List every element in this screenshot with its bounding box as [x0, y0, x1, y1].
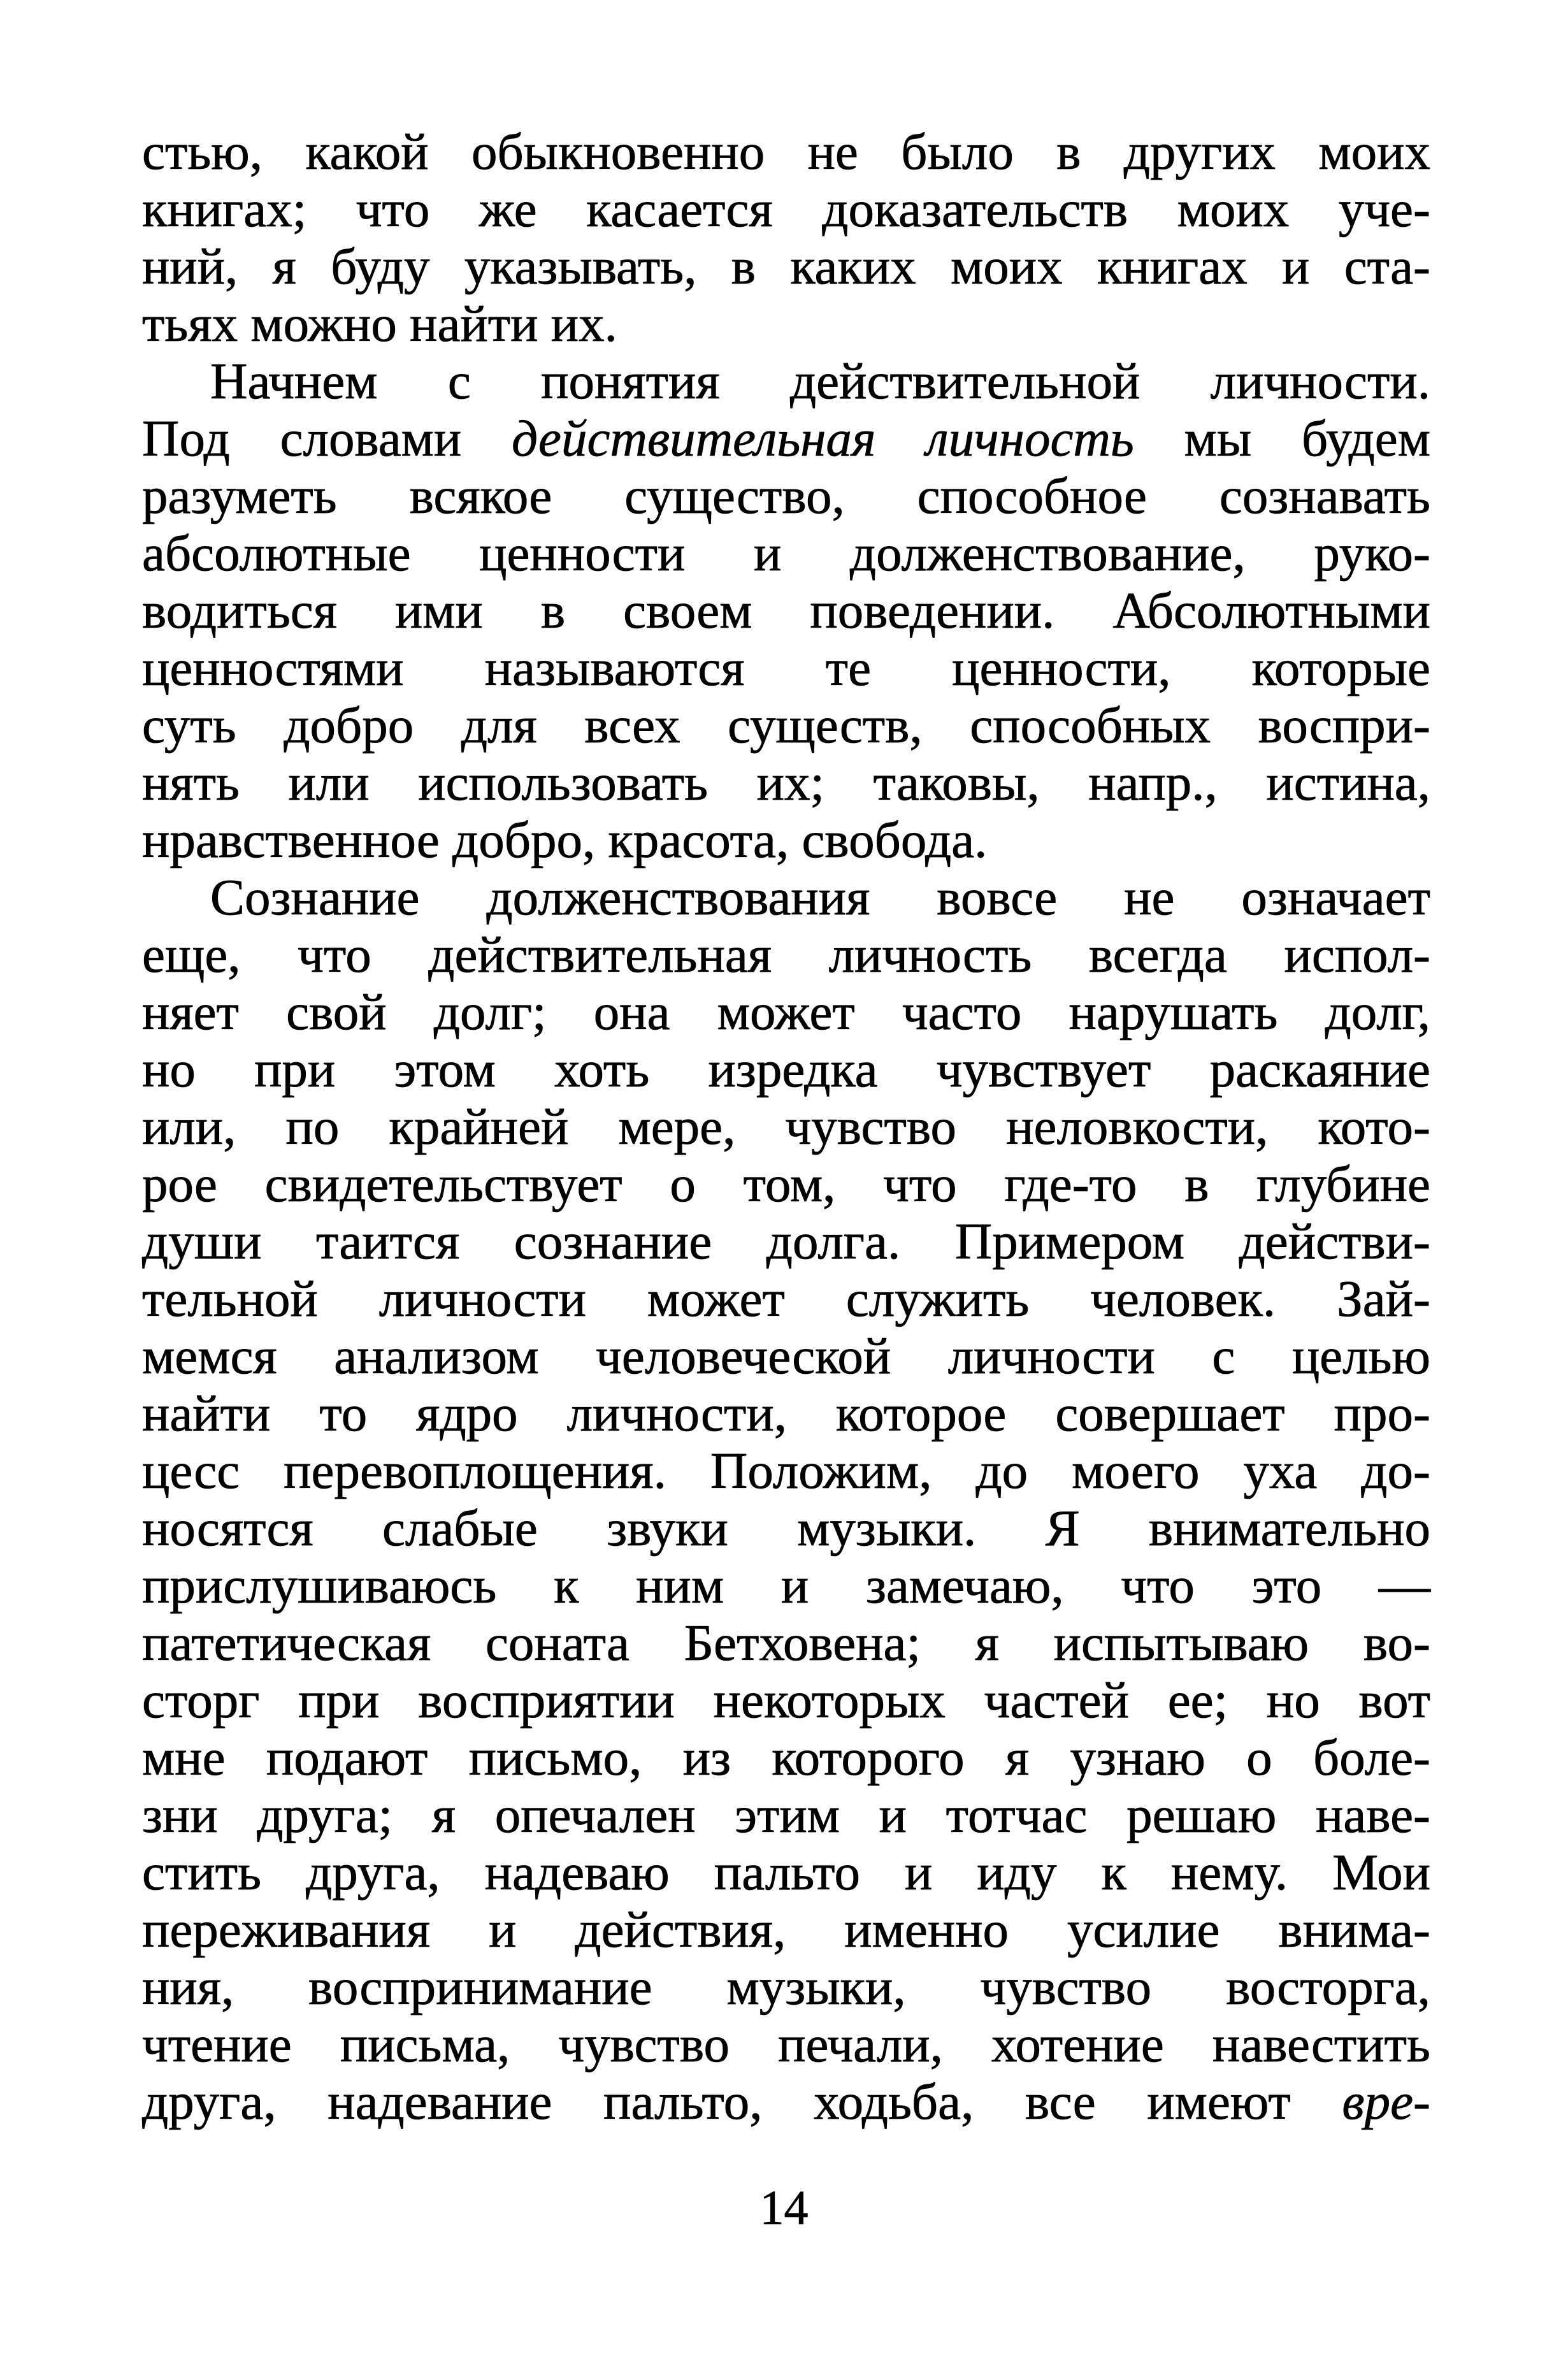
paragraph [142, 352, 1430, 869]
text-run: тьях можно найти их. [142, 295, 617, 352]
text-run: абсолютные ценности и долженствование, руко- [142, 524, 1430, 582]
text-line [142, 1901, 1430, 1958]
text-line [142, 238, 1430, 295]
text-line [142, 869, 1430, 926]
text-line [142, 754, 1430, 811]
text-run: сторг при восприятии некоторых частей ее; но вот [142, 1671, 1430, 1729]
text-run: но при этом хоть изредка чувствует раскаяние [142, 1041, 1430, 1098]
text-line [142, 1786, 1430, 1843]
text-line [142, 2016, 1430, 2073]
text-line [142, 524, 1430, 582]
text-line [142, 811, 1430, 869]
text-block [142, 123, 1430, 2130]
text-run: ния, воспринимание музыки, чувство восторга, [142, 1958, 1430, 2016]
text-run: зни друга; я опечален этим и тотчас решаю наве- [142, 1786, 1430, 1843]
text-run: ценностями называются те ценности, которые [142, 639, 1430, 696]
text-line [142, 467, 1430, 524]
text-run: прислушиваюсь к ним и замечаю, что это — [142, 1557, 1430, 1614]
text-line [142, 983, 1430, 1041]
text-line [142, 1729, 1430, 1786]
text-line [142, 1155, 1430, 1213]
paragraph [142, 869, 1430, 2130]
text-run: разуметь всякое существо, способное сознавать [142, 467, 1430, 524]
text-line [142, 639, 1430, 696]
text-run: друга, надевание пальто, ходьба, все имеют [142, 2073, 1342, 2130]
text-run: Начнем с понятия действительной личности. [210, 352, 1430, 410]
italic-text-run: действительная личность [512, 410, 1134, 467]
text-line [142, 295, 1430, 352]
page-number: 14 [759, 2181, 809, 2235]
text-run: стью, какой обыкновенно не было в других моих [142, 123, 1430, 180]
text-line [142, 1327, 1430, 1385]
text-line [142, 1499, 1430, 1557]
italic-text-run: вре- [1342, 2073, 1430, 2130]
text-run: стить друга, надеваю пальто и иду к нему. Мои [142, 1843, 1430, 1901]
text-line [142, 1098, 1430, 1155]
text-line [142, 696, 1430, 754]
text-run: цесс перевоплощения. Положим, до моего уха до- [142, 1442, 1430, 1499]
text-run: Под словами [142, 410, 512, 467]
text-line [142, 1442, 1430, 1499]
text-run: мне подают письмо, из которого я узнаю о боле- [142, 1729, 1430, 1786]
text-run: чтение письма, чувство печали, хотение навестить [142, 2016, 1430, 2073]
text-run: мемся анализом человеческой личности с целью [142, 1327, 1430, 1385]
text-run: души таится сознание долга. Примером действи- [142, 1213, 1430, 1270]
text-line [142, 352, 1430, 410]
text-run: тельной личности может служить человек. Зай- [142, 1270, 1430, 1327]
text-run: переживания и действия, именно усилие внима- [142, 1901, 1430, 1958]
text-run: ний, я буду указывать, в каких моих книгах и ста- [142, 238, 1430, 295]
text-run: мы будем [1133, 410, 1431, 467]
text-run: нравственное добро, красота, свобода. [142, 811, 988, 869]
text-line [142, 180, 1430, 238]
text-line [142, 1671, 1430, 1729]
text-line [142, 1041, 1430, 1098]
text-line [142, 1557, 1430, 1614]
text-line [142, 1958, 1430, 2016]
text-line [142, 2073, 1430, 2130]
text-run: или, по крайней мере, чувство неловкости, кото- [142, 1098, 1430, 1155]
text-run: няет свой долг; она может часто нарушать долг, [142, 983, 1430, 1041]
text-run: найти то ядро личности, которое совершает про- [142, 1385, 1430, 1442]
text-line [142, 123, 1430, 180]
text-line [142, 1385, 1430, 1442]
text-run: патетическая соната Бетховена; я испытываю во- [142, 1614, 1430, 1671]
text-run: суть добро для всех существ, способных воспри- [142, 696, 1430, 754]
text-run: еще, что действительная личность всегда испол- [142, 926, 1430, 983]
text-run: рое свидетельствует о том, что где-то в глубине [142, 1155, 1430, 1213]
text-run: носятся слабые звуки музыки. Я внимательно [142, 1499, 1430, 1557]
text-run: водиться ими в своем поведении. Абсолютными [142, 582, 1430, 639]
paragraph [142, 123, 1430, 352]
text-run: Сознание долженствования вовсе не означает [210, 869, 1430, 926]
text-line [142, 926, 1430, 983]
text-run: книгах; что же касается доказательств моих уче- [142, 180, 1430, 238]
text-line [142, 582, 1430, 639]
text-line [142, 1213, 1430, 1270]
text-run: нять или использовать их; таковы, напр., истина, [142, 754, 1430, 811]
text-line [142, 1270, 1430, 1327]
text-line [142, 1614, 1430, 1671]
text-line [142, 1843, 1430, 1901]
text-line [142, 410, 1430, 467]
